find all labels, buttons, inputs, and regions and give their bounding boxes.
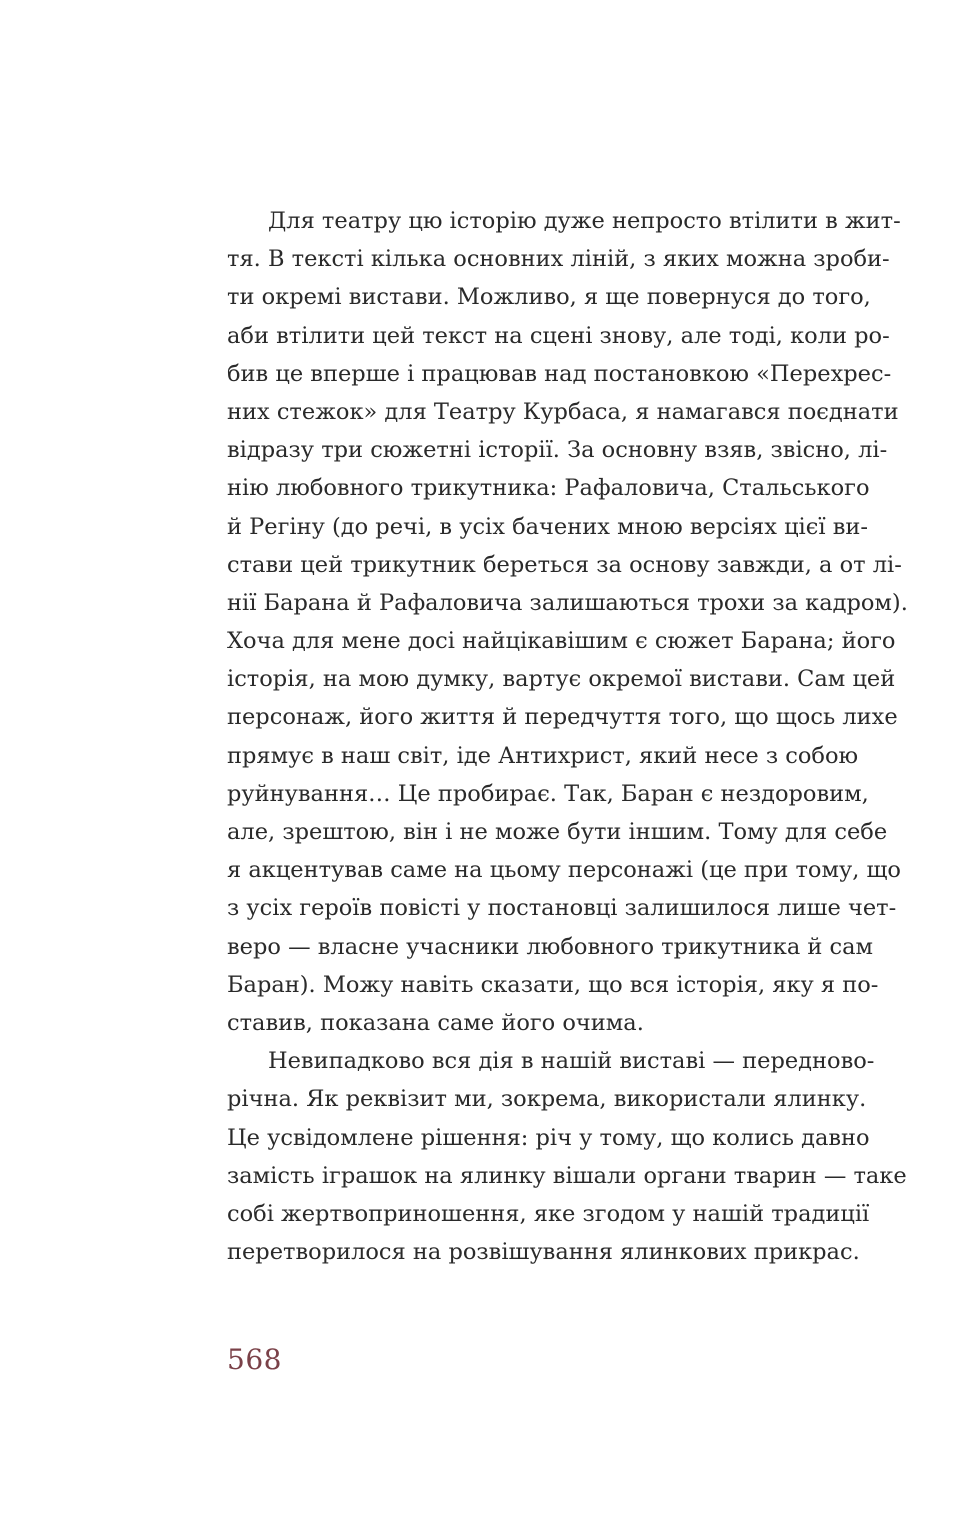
text-line: річна. Як реквізит ми, зокрема, використали ялинку.: [227, 1086, 867, 1113]
paragraph-1: [227, 202, 908, 1042]
text-line: Для театру цю історію дуже непросто втілити в жит-: [268, 208, 901, 234]
text-line: ставив, показана саме його очима.: [227, 1009, 644, 1036]
text-line: Баран). Можу навіть сказати, що вся історія, яку я по-: [227, 971, 879, 998]
text-line: відразу три сюжетні історії. За основну взяв, звісно, лі-: [227, 437, 888, 464]
text-line: Хоча для мене досі найцікавішим є сюжет Барана; його: [227, 628, 896, 655]
body-text: [227, 202, 908, 1271]
text-line: й Регіну (до речі, в усіх бачених мною версіях цієї ви-: [227, 513, 868, 540]
text-line: Невипадково вся дія в нашій виставі — передново-: [268, 1048, 875, 1075]
text-line: бив це вперше і працював над постановкою «Перехрес-: [227, 360, 892, 387]
text-line: тя. В тексті кілька основних ліній, з яких можна зроби-: [227, 246, 890, 273]
text-line: ти окремі вистави. Можливо, я ще повернуся до того,: [227, 284, 871, 311]
text-line: Це усвідомлене рішення: річ у тому, що колись давно: [227, 1124, 870, 1151]
text-line: історія, на мою думку, вартує окремої вистави. Сам цей: [227, 666, 896, 693]
text-line: з усіх героїв повісті у постановці залишилося лише чет-: [227, 895, 897, 922]
text-line: стави цей трикутник береться за основу завжди, а от лі-: [227, 551, 902, 578]
text-line: я акцентував саме на цьому персонажі (це при тому, що: [227, 857, 901, 884]
text-line: нію любовного трикутника: Рафаловича, Стальського: [227, 475, 870, 502]
text-line: але, зрештою, він і не може бути іншим. Тому для себе: [227, 819, 888, 845]
text-line: замість іграшок на ялинку вішали органи тварин — таке: [227, 1162, 907, 1189]
text-line: прямує в наш світ, іде Антихрист, який несе з собою: [227, 742, 859, 769]
text-line: перетворилося на розвішування ялинкових прикрас.: [227, 1239, 860, 1266]
text-line: собі жертвоприношення, яке згодом у нашій традиції: [227, 1200, 870, 1227]
text-line: аби втілити цей текст на сцені знову, але тоді, коли ро-: [227, 322, 890, 349]
text-line: нії Барана й Рафаловича залишаються трохи за кадром).: [227, 589, 908, 616]
text-line: персонаж, його життя й передчуття того, що щось лихе: [227, 704, 898, 731]
text-line: них стежок» для Театру Курбаса, я намагався поєднати: [227, 398, 899, 425]
paragraph-2: [227, 1042, 907, 1271]
text-line: руйнування… Це пробирає. Так, Баран є нездоровим,: [227, 780, 869, 807]
text-line: веро — власне учасники любовного трикутника й сам: [227, 933, 874, 960]
page-number: 568: [227, 1343, 282, 1376]
